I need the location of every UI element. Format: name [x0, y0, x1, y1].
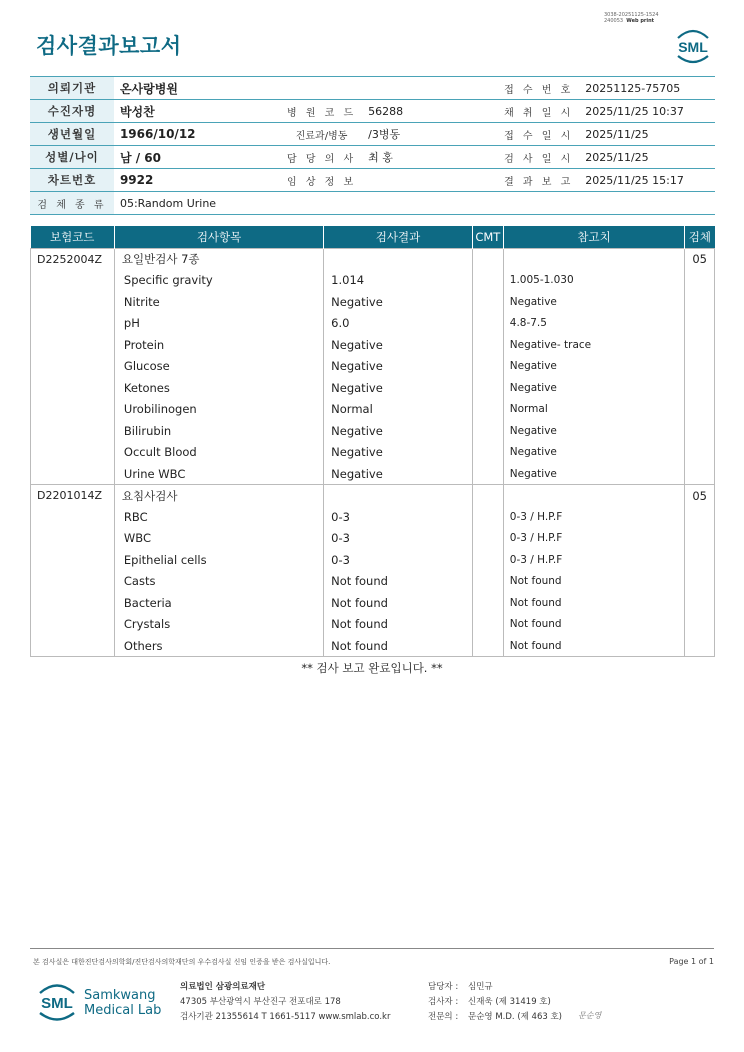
sml-logo-top: [672, 26, 714, 66]
print-id: [604, 12, 659, 24]
info-label: 성별/나이: [30, 146, 114, 169]
insurance-code: [31, 291, 115, 313]
sml-logo-text: SML: [678, 39, 708, 55]
cmt-value: [472, 463, 503, 485]
brand-line1: Samkwang: [84, 988, 156, 1003]
specimen-code: [685, 528, 715, 550]
result-row: [31, 442, 715, 464]
test-result: Not found: [324, 592, 473, 614]
test-result: [324, 248, 473, 270]
test-item: Protein: [114, 334, 323, 356]
cmt-value: [472, 442, 503, 464]
specimen-code: [685, 463, 715, 485]
specimen-code: [685, 270, 715, 292]
info-row: [30, 169, 715, 192]
info-label: [281, 77, 362, 100]
info-label: 수진자명: [30, 100, 114, 123]
test-result: 0-3: [324, 528, 473, 550]
test-result: [324, 485, 473, 507]
cmt-value: [472, 377, 503, 399]
insurance-code: D2201014Z: [31, 485, 115, 507]
specimen-code: [685, 291, 715, 313]
test-item: Urine WBC: [114, 463, 323, 485]
reference-range: Not found: [503, 614, 685, 636]
result-row: [31, 313, 715, 335]
reference-range: Negative: [503, 291, 685, 313]
reference-range: [503, 248, 685, 270]
info-value: [362, 77, 498, 100]
specimen-code: [685, 334, 715, 356]
test-result: Negative: [324, 420, 473, 442]
reference-range: Not found: [503, 571, 685, 593]
cmt-value: [472, 635, 503, 657]
cmt-value: [472, 399, 503, 421]
reference-range: Negative- trace: [503, 334, 685, 356]
test-item: Occult Blood: [114, 442, 323, 464]
info-label: 진료과/병동: [281, 123, 362, 146]
info-label: 접 수 일 시: [498, 123, 579, 146]
result-row: [31, 291, 715, 313]
insurance-code: [31, 420, 115, 442]
results-table: [30, 226, 715, 657]
info-value: 2025/11/25: [579, 146, 715, 169]
specimen-code: 05: [685, 485, 715, 507]
reference-range: Negative: [503, 420, 685, 442]
specimen-label: 검 체 종 류: [30, 192, 114, 215]
test-item: RBC: [114, 506, 323, 528]
test-result: Not found: [324, 571, 473, 593]
brand-line2: Medical Lab: [84, 1003, 162, 1018]
staff-name: 심민규: [468, 982, 493, 992]
result-row: [31, 248, 715, 270]
reference-range: Not found: [503, 635, 685, 657]
result-row: [31, 356, 715, 378]
cmt-value: [472, 356, 503, 378]
org-address: 47305 부산광역시 부산진구 전포대로 178: [180, 997, 341, 1007]
specimen-code: [685, 377, 715, 399]
reference-range: 1.005-1.030: [503, 270, 685, 292]
info-row: [30, 100, 715, 123]
result-row: [31, 549, 715, 571]
org-name: 의료법인 삼광의료재단: [180, 982, 266, 992]
insurance-code: [31, 528, 115, 550]
result-row: [31, 528, 715, 550]
result-row: [31, 463, 715, 485]
info-value: 온사랑병원: [114, 77, 281, 100]
test-result: Negative: [324, 442, 473, 464]
sml-logo-bottom: [34, 980, 80, 1024]
test-result: Negative: [324, 463, 473, 485]
info-value: 2025/11/25 15:17: [579, 169, 715, 192]
result-row: [31, 614, 715, 636]
print-id-line1: 3038-20251125-1524: [604, 12, 659, 18]
specimen-code: [685, 399, 715, 421]
test-item: Specific gravity: [114, 270, 323, 292]
test-item: Casts: [114, 571, 323, 593]
col-header-specimen: 검체: [685, 226, 715, 248]
specimen-code: [685, 571, 715, 593]
insurance-code: [31, 313, 115, 335]
cmt-value: [472, 592, 503, 614]
reference-range: Normal: [503, 399, 685, 421]
col-header-reference: 참고치: [503, 226, 685, 248]
test-result: Negative: [324, 356, 473, 378]
page-number: Page 1 of 1: [669, 957, 714, 966]
org-info: [180, 980, 390, 1025]
test-result: 1.014: [324, 270, 473, 292]
test-item: WBC: [114, 528, 323, 550]
info-label: 임 상 정 보: [281, 169, 362, 192]
staff-role: 담당자 :: [428, 982, 459, 992]
col-header-cmt: CMT: [472, 226, 503, 248]
col-header-code: 보험코드: [31, 226, 115, 248]
test-result: Not found: [324, 635, 473, 657]
test-result: 0-3: [324, 506, 473, 528]
print-id-code: 240053: [604, 18, 624, 24]
staff-role: 전문의 :: [428, 1012, 459, 1022]
reference-range: 0-3 / H.P.F: [503, 506, 685, 528]
info-value: 20251125-75705: [579, 77, 715, 100]
reference-range: Negative: [503, 356, 685, 378]
cmt-value: [472, 506, 503, 528]
insurance-code: [31, 399, 115, 421]
test-item: Others: [114, 635, 323, 657]
reference-range: 0-3 / H.P.F: [503, 528, 685, 550]
result-row: [31, 270, 715, 292]
col-header-result: 검사결과: [324, 226, 473, 248]
result-row: [31, 420, 715, 442]
cmt-value: [472, 270, 503, 292]
patient-info-table: [30, 76, 715, 215]
report-complete-note: ** 검사 보고 완료입니다. **: [301, 661, 443, 675]
print-id-tag: Web print: [626, 18, 655, 24]
reference-range: Not found: [503, 592, 685, 614]
accreditation-note: 본 검사실은 대한진단검사의학회/진단검사의학재단의 우수검사실 신임 인증을 받은 검사실입니다.: [33, 958, 331, 966]
cmt-value: [472, 571, 503, 593]
info-value: 2025/11/25: [579, 123, 715, 146]
test-item: Glucose: [114, 356, 323, 378]
result-row: [31, 334, 715, 356]
info-value: [362, 169, 498, 192]
info-label: 담 당 의 사: [281, 146, 362, 169]
test-item: Bilirubin: [114, 420, 323, 442]
staff-info: [428, 980, 562, 1025]
reference-range: Negative: [503, 463, 685, 485]
insurance-code: [31, 571, 115, 593]
test-item: Ketones: [114, 377, 323, 399]
specimen-code: [685, 506, 715, 528]
result-row: [31, 571, 715, 593]
cmt-value: [472, 291, 503, 313]
results-header-row: [31, 226, 715, 248]
info-row: [30, 146, 715, 169]
reference-range: 0-3 / H.P.F: [503, 549, 685, 571]
specimen-code: [685, 635, 715, 657]
info-value: 1966/10/12: [114, 123, 281, 146]
test-result: Negative: [324, 334, 473, 356]
test-item: Epithelial cells: [114, 549, 323, 571]
insurance-code: [31, 334, 115, 356]
specimen-value: 05:Random Urine: [114, 192, 715, 215]
specimen-code: [685, 592, 715, 614]
test-item: Crystals: [114, 614, 323, 636]
reference-range: Negative: [503, 442, 685, 464]
test-item: Urobilinogen: [114, 399, 323, 421]
specimen-code: [685, 313, 715, 335]
test-result: Negative: [324, 377, 473, 399]
cmt-value: [472, 614, 503, 636]
cmt-value: [472, 528, 503, 550]
insurance-code: [31, 377, 115, 399]
cmt-value: [472, 420, 503, 442]
insurance-code: [31, 614, 115, 636]
specimen-code: [685, 549, 715, 571]
info-value: 56288: [362, 100, 498, 123]
info-row-specimen: [30, 192, 715, 215]
brand-name: [84, 988, 161, 1018]
info-label: 차트번호: [30, 169, 114, 192]
info-value: 최 홍: [362, 146, 498, 169]
specimen-code: [685, 420, 715, 442]
staff-name: 신재욱 (제 31419 호): [468, 997, 551, 1007]
reference-range: 4.8-7.5: [503, 313, 685, 335]
info-value: /3병동: [362, 123, 498, 146]
info-value: 9922: [114, 169, 281, 192]
test-item: 요일반검사 7종: [114, 248, 323, 270]
test-item: Nitrite: [114, 291, 323, 313]
cmt-value: [472, 485, 503, 507]
reference-range: Negative: [503, 377, 685, 399]
result-row: [31, 399, 715, 421]
test-result: 6.0: [324, 313, 473, 335]
footer-divider: [30, 948, 714, 949]
insurance-code: [31, 549, 115, 571]
test-item: pH: [114, 313, 323, 335]
sml-logo-bottom-text: SML: [41, 995, 73, 1012]
info-value: 박성찬: [114, 100, 281, 123]
reference-range: [503, 485, 685, 507]
org-contact: 검사기관 21355614 T 1661-5117 www.smlab.co.kr: [180, 1012, 391, 1022]
specimen-code: [685, 614, 715, 636]
test-result: Negative: [324, 291, 473, 313]
insurance-code: [31, 592, 115, 614]
page-title: 검사결과보고서: [36, 34, 182, 58]
cmt-value: [472, 248, 503, 270]
info-value: 남 / 60: [114, 146, 281, 169]
cmt-value: [472, 313, 503, 335]
result-row: [31, 485, 715, 507]
info-label: 생년월일: [30, 123, 114, 146]
staff-row: [428, 1010, 562, 1025]
col-header-item: 검사항목: [114, 226, 323, 248]
staff-role: 검사자 :: [428, 997, 459, 1007]
insurance-code: D2252004Z: [31, 248, 115, 270]
test-result: 0-3: [324, 549, 473, 571]
info-label: 접 수 번 호: [498, 77, 579, 100]
test-result: Not found: [324, 614, 473, 636]
insurance-code: [31, 270, 115, 292]
insurance-code: [31, 442, 115, 464]
info-label: 채 취 일 시: [498, 100, 579, 123]
cmt-value: [472, 549, 503, 571]
staff-row: [428, 980, 562, 995]
info-label: 검 사 일 시: [498, 146, 579, 169]
insurance-code: [31, 635, 115, 657]
staff-row: [428, 995, 562, 1010]
info-value: 2025/11/25 10:37: [579, 100, 715, 123]
info-label: 의뢰기관: [30, 77, 114, 100]
insurance-code: [31, 463, 115, 485]
test-item: 요침사검사: [114, 485, 323, 507]
staff-name: 문순영 M.D. (제 463 호): [468, 1012, 563, 1022]
info-label: 결 과 보 고: [498, 169, 579, 192]
result-row: [31, 592, 715, 614]
info-row: [30, 123, 715, 146]
specimen-code: 05: [685, 248, 715, 270]
specimen-code: [685, 356, 715, 378]
result-row: [31, 377, 715, 399]
test-result: Normal: [324, 399, 473, 421]
result-row: [31, 635, 715, 657]
specimen-code: [685, 442, 715, 464]
result-row: [31, 506, 715, 528]
cmt-value: [472, 334, 503, 356]
insurance-code: [31, 356, 115, 378]
info-label: 병 원 코 드: [281, 100, 362, 123]
insurance-code: [31, 506, 115, 528]
info-row: [30, 77, 715, 100]
test-item: Bacteria: [114, 592, 323, 614]
signature: 문순영: [578, 1011, 602, 1020]
